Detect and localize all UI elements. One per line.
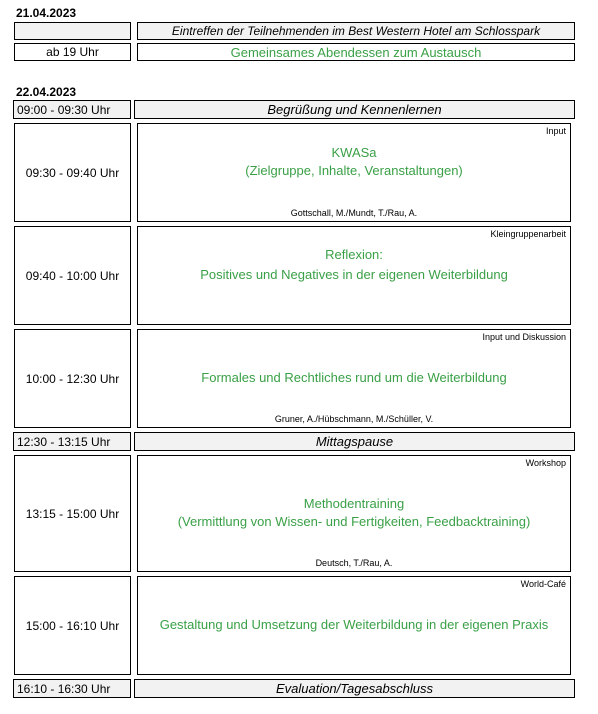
session-methodentraining [137, 455, 571, 572]
time-cell: 10:00 - 12:30 Uhr [14, 329, 131, 428]
time-cell: 09:40 - 10:00 Uhr [14, 226, 131, 325]
session-formales [137, 329, 571, 428]
time-cell: 15:00 - 16:10 Uhr [14, 576, 131, 675]
session-type-label: Kleingruppenarbeit [490, 229, 566, 239]
session-subtitle: (Vermittlung von Wissen- und Fertigkeiten, Feedbacktraining) [177, 514, 531, 529]
event-dinner: Gemeinsames Abendessen zum Austausch [137, 43, 575, 61]
time-cell: 13:15 - 15:00 Uhr [14, 455, 131, 572]
session-title: Reflexion: [325, 247, 383, 262]
time-cell-empty [14, 22, 131, 40]
session-speakers: Deutsch, T./Rau, A. [315, 558, 393, 568]
date-heading: 21.04.2023 [16, 6, 77, 20]
session-title: Formales und Rechtliches rund um die Weiterbildung [201, 370, 507, 385]
session-title: Methodentraining [303, 496, 405, 511]
session-title: KWASa [331, 145, 377, 160]
session-type-label: World-Café [520, 579, 566, 589]
event-lunch: Mittagspause [134, 432, 575, 451]
session-world-cafe [137, 576, 571, 675]
session-title: Gestaltung und Umsetzung der Weiterbildung in der eigenen Praxis [159, 617, 549, 632]
time-cell: 09:30 - 09:40 Uhr [14, 123, 131, 222]
session-type-label: Input und Diskussion [482, 332, 566, 342]
date-heading: 22.04.2023 [16, 85, 77, 99]
event-welcome: Begrüßung und Kennenlernen [134, 100, 575, 119]
event-evaluation: Evaluation/Tagesabschluss [134, 679, 575, 698]
time-cell: 16:10 - 16:30 Uhr [13, 679, 131, 698]
session-kwasa [137, 123, 571, 222]
time-cell: ab 19 Uhr [14, 43, 131, 61]
session-type-label: Workshop [525, 458, 566, 468]
event-arrival: Eintreffen der Teilnehmenden im Best Western Hotel am Schlosspark [137, 22, 575, 40]
session-speakers: Gottschall, M./Mundt, T./Rau, A. [290, 208, 418, 218]
session-subtitle: (Zielgruppe, Inhalte, Veranstaltungen) [245, 163, 463, 178]
session-reflexion [137, 226, 571, 325]
session-subtitle: Positives und Negatives in der eigenen Weiterbildung [200, 267, 508, 282]
time-cell: 12:30 - 13:15 Uhr [13, 432, 131, 451]
time-cell: 09:00 - 09:30 Uhr [13, 100, 131, 119]
session-type-label: Input [545, 126, 566, 136]
session-speakers: Gruner, A./Hübschmann, M./Schüller, V. [274, 414, 434, 424]
